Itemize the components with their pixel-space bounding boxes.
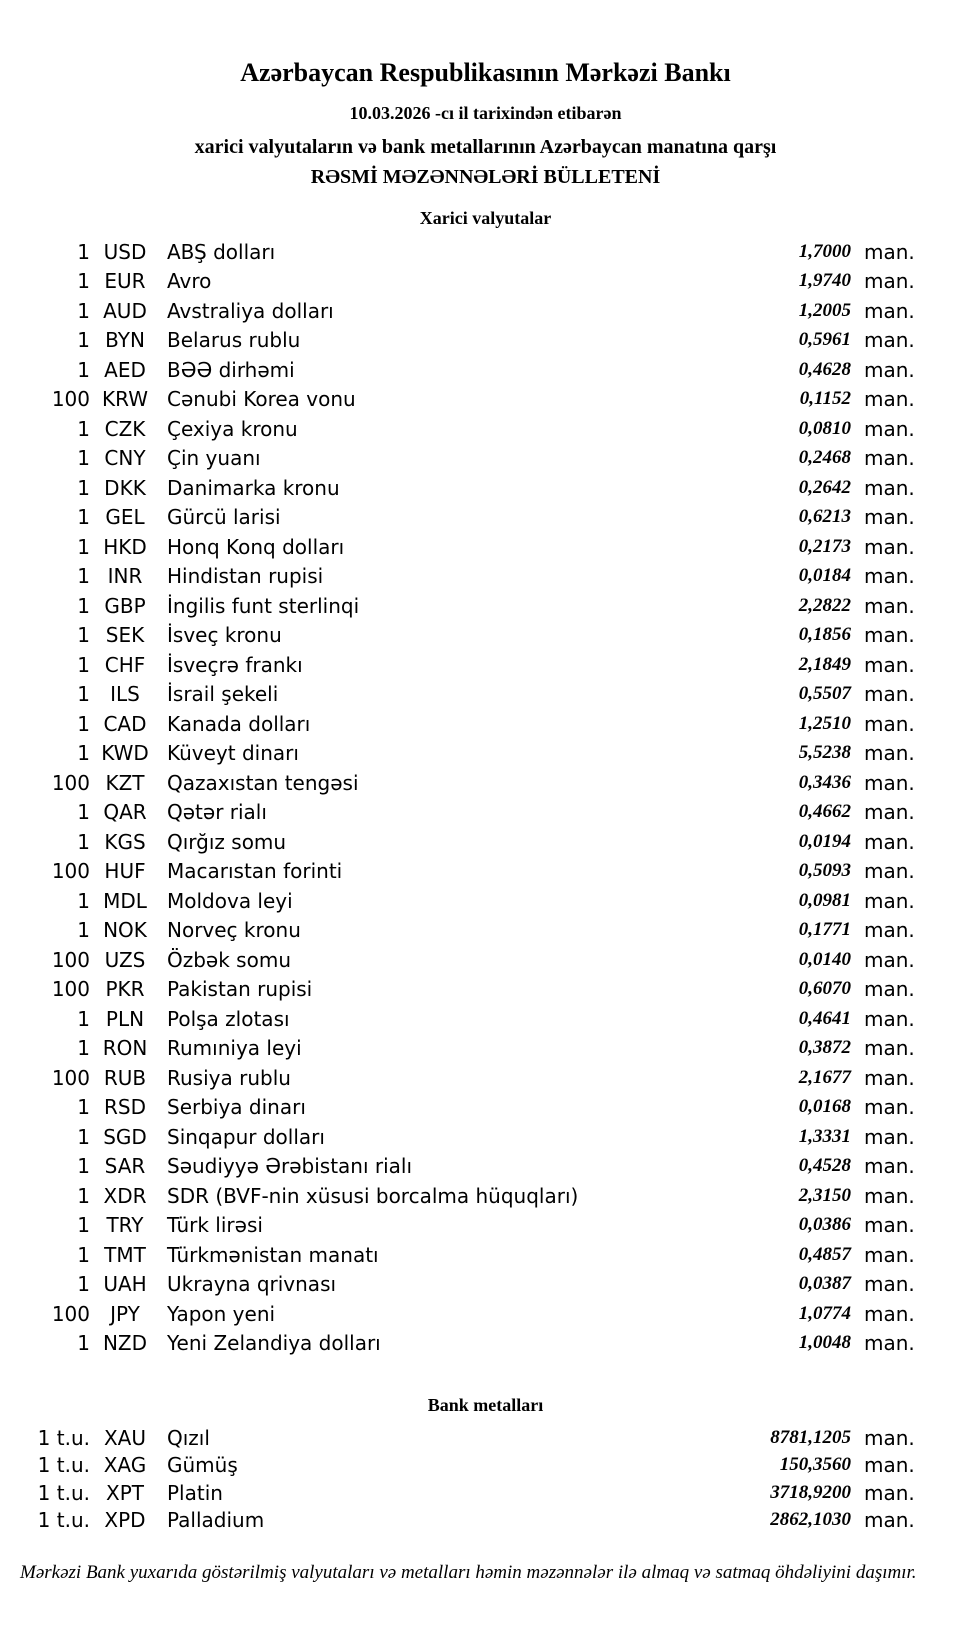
rate-value: 0,6213 [798, 506, 851, 528]
manat-unit-label: man. [864, 298, 915, 323]
currency-code: GEL [105, 505, 145, 530]
currency-code: KRW [102, 387, 148, 412]
row-quantity: 1 [77, 534, 90, 559]
table-row [0, 1122, 971, 1152]
rate-value: 0,6070 [798, 978, 851, 1000]
currency-table [0, 237, 971, 1358]
manat-unit-label: man. [864, 859, 915, 884]
currency-code: XDR [103, 1183, 147, 1208]
currency-code: PKR [105, 977, 145, 1002]
table-row [0, 326, 971, 356]
currency-code: USD [103, 239, 147, 264]
rate-value: 0,3872 [798, 1037, 851, 1059]
currency-name: Rumıniya leyi [167, 1036, 302, 1061]
manat-unit-label: man. [864, 711, 915, 736]
currency-code: KWD [101, 741, 149, 766]
row-quantity: 1 [77, 888, 90, 913]
currency-name: Ukrayna qrivnası [167, 1272, 337, 1297]
manat-unit-label: man. [864, 1242, 915, 1267]
row-quantity: 1 [77, 593, 90, 618]
rate-value: 3718,9200 [770, 1481, 851, 1503]
rate-value: 1,0774 [798, 1302, 851, 1324]
row-quantity: 1 [77, 800, 90, 825]
row-quantity: 1 [77, 623, 90, 648]
rate-value: 0,0981 [798, 889, 851, 911]
manat-unit-label: man. [864, 1331, 915, 1356]
table-row [0, 739, 971, 769]
currency-name: İsrail şekeli [167, 682, 279, 707]
manat-unit-label: man. [864, 387, 915, 412]
rate-value: 0,0810 [798, 417, 851, 439]
rate-value: 2,2822 [798, 594, 851, 616]
currency-name: Türkmənistan manatı [167, 1242, 379, 1267]
rate-value: 0,4641 [798, 1007, 851, 1029]
row-quantity: 1 [77, 357, 90, 382]
table-row [0, 414, 971, 444]
row-quantity: 1 [77, 741, 90, 766]
currency-name: Kanada dolları [167, 711, 311, 736]
manat-unit-label: man. [864, 1065, 915, 1090]
rate-value: 1,0048 [798, 1332, 851, 1354]
table-row [0, 237, 971, 267]
row-quantity: 1 [77, 682, 90, 707]
rate-value: 0,5507 [798, 683, 851, 705]
currency-code: KGS [104, 829, 146, 854]
manat-unit-label: man. [864, 1006, 915, 1031]
currency-code: XAG [103, 1453, 147, 1478]
row-quantity: 1 [77, 298, 90, 323]
bulletin-subject-line: xarici valyutaların və bank metallarının Azərbaycan manatına qarşı [194, 136, 777, 158]
manat-unit-label: man. [864, 800, 915, 825]
currency-code: CAD [103, 711, 147, 736]
row-quantity: 1 [77, 1154, 90, 1179]
manat-unit-label: man. [864, 1453, 915, 1478]
table-row [0, 1507, 971, 1535]
bulletin-title: RƏSMİ MƏZƏNNƏLƏRİ BÜLLETENİ [310, 166, 661, 188]
currency-code: BYN [105, 328, 145, 353]
rate-value: 2,3150 [798, 1184, 851, 1206]
currency-code: XPD [104, 1508, 146, 1533]
manat-unit-label: man. [864, 1213, 915, 1238]
rate-value: 0,2173 [798, 535, 851, 557]
table-row [0, 886, 971, 916]
manat-unit-label: man. [864, 416, 915, 441]
rate-value: 0,4628 [798, 358, 851, 380]
manat-unit-label: man. [864, 239, 915, 264]
rate-value: 0,0386 [798, 1214, 851, 1236]
rate-value: 0,1771 [798, 919, 851, 941]
currency-code: NZD [102, 1331, 148, 1356]
row-quantity: 1 [77, 269, 90, 294]
rate-value: 0,1856 [798, 624, 851, 646]
row-quantity: 1 [77, 711, 90, 736]
currency-name: Rusiya rublu [167, 1065, 291, 1090]
currency-name: Qətər rialı [167, 800, 267, 825]
table-row [0, 267, 971, 297]
manat-unit-label: man. [864, 328, 915, 353]
currency-name: Avstraliya dolları [167, 298, 334, 323]
manat-unit-label: man. [864, 770, 915, 795]
currency-name: Danimarka kronu [167, 475, 340, 500]
manat-unit-label: man. [864, 741, 915, 766]
currency-code: CNY [104, 446, 146, 471]
row-quantity: 1 [77, 446, 90, 471]
currency-code: XPT [106, 1480, 144, 1505]
manat-unit-label: man. [864, 977, 915, 1002]
currency-name: ABŞ dolları [167, 239, 276, 264]
currency-name: SDR (BVF-nin xüsusi borcalma hüquqları) [167, 1183, 579, 1208]
manat-unit-label: man. [864, 652, 915, 677]
row-quantity: 1 [77, 1272, 90, 1297]
rate-value: 0,4662 [798, 801, 851, 823]
manat-unit-label: man. [864, 623, 915, 648]
rate-value: 2,1849 [798, 653, 851, 675]
currency-code: XAU [103, 1425, 147, 1450]
table-row [0, 975, 971, 1005]
currency-code: TRY [106, 1213, 144, 1238]
currency-name: Palladium [167, 1508, 265, 1533]
manat-unit-label: man. [864, 1480, 915, 1505]
currency-name: Pakistan rupisi [167, 977, 313, 1002]
manat-unit-label: man. [864, 1272, 915, 1297]
currency-name: Yapon yeni [167, 1301, 276, 1326]
table-row [0, 680, 971, 710]
manat-unit-label: man. [864, 1301, 915, 1326]
currency-code: CZK [104, 416, 146, 441]
currency-code: JPY [110, 1301, 140, 1326]
currency-code: RSD [104, 1095, 146, 1120]
rate-value: 0,0168 [798, 1096, 851, 1118]
currency-code: DKK [104, 475, 146, 500]
rate-value: 0,2642 [798, 476, 851, 498]
table-row [0, 1240, 971, 1270]
table-row [0, 768, 971, 798]
manat-unit-label: man. [864, 1124, 915, 1149]
table-row [0, 591, 971, 621]
currencies-section-title: Xarici valyutalar [419, 208, 552, 228]
row-quantity: 1 [77, 1006, 90, 1031]
currency-name: Avro [167, 269, 212, 294]
table-row [0, 709, 971, 739]
effective-date-line: 10.03.2026 -cı il tarixindən etibarən [349, 103, 622, 123]
row-quantity: 1 [77, 564, 90, 589]
manat-unit-label: man. [864, 269, 915, 294]
metals-section-title: Bank metalları [427, 1395, 544, 1415]
manat-unit-label: man. [864, 564, 915, 589]
row-quantity: 1 [77, 1331, 90, 1356]
currency-code: INR [107, 564, 143, 589]
currency-name: Hindistan rupisi [167, 564, 324, 589]
row-quantity: 1 [77, 505, 90, 530]
table-row [0, 916, 971, 946]
rate-value: 1,2005 [798, 299, 851, 321]
currency-name: Yeni Zelandiya dolları [167, 1331, 381, 1356]
currency-name: Moldova leyi [167, 888, 293, 913]
row-quantity: 1 [77, 1095, 90, 1120]
obligation-note: Mərkəzi Bank yuxarıda göstərilmiş valyutaları və metalları həmin məzənnələr ilə almaq və satmaq öhdəliyini daşımır. [20, 1562, 917, 1583]
currency-code: RUB [103, 1065, 147, 1090]
table-row [0, 1211, 971, 1241]
table-row [0, 857, 971, 887]
currency-code: UAH [103, 1272, 147, 1297]
table-row [0, 1452, 971, 1480]
rate-value: 0,2468 [798, 447, 851, 469]
table-row [0, 1479, 971, 1507]
table-row [0, 473, 971, 503]
currency-name: Norveç kronu [167, 918, 301, 943]
currency-name: Çexiya kronu [167, 416, 298, 441]
table-row [0, 1152, 971, 1182]
row-quantity: 1 [77, 1124, 90, 1149]
rate-value: 0,0184 [798, 565, 851, 587]
row-quantity: 1 [77, 328, 90, 353]
manat-unit-label: man. [864, 475, 915, 500]
manat-unit-label: man. [864, 357, 915, 382]
manat-unit-label: man. [864, 593, 915, 618]
currency-code: NOK [103, 918, 147, 943]
table-row [0, 621, 971, 651]
currency-name: Polşa zlotası [167, 1006, 290, 1031]
currency-code: TMT [104, 1242, 146, 1267]
row-quantity: 100 [51, 1065, 90, 1090]
table-row [0, 562, 971, 592]
row-quantity: 1 [77, 475, 90, 500]
row-quantity: 1 t.u. [37, 1425, 90, 1450]
currency-code: KZT [105, 770, 145, 795]
rate-value: 8781,1205 [770, 1426, 851, 1448]
row-quantity: 1 [77, 1213, 90, 1238]
currency-name: Qırğız somu [167, 829, 287, 854]
table-row [0, 1063, 971, 1093]
table-row [0, 355, 971, 385]
currency-name: Cənubi Korea vonu [167, 387, 356, 412]
rate-value: 1,2510 [798, 712, 851, 734]
table-row [0, 827, 971, 857]
manat-unit-label: man. [864, 947, 915, 972]
row-quantity: 1 [77, 1242, 90, 1267]
table-row [0, 1424, 971, 1452]
currency-code: UZS [104, 947, 146, 972]
manat-unit-label: man. [864, 1425, 915, 1450]
table-row [0, 798, 971, 828]
rate-value: 0,0194 [798, 830, 851, 852]
row-quantity: 1 t.u. [37, 1508, 90, 1533]
manat-unit-label: man. [864, 534, 915, 559]
currency-code: EUR [104, 269, 146, 294]
rate-value: 150,3560 [779, 1454, 851, 1476]
currency-name: Macarıstan forinti [167, 859, 343, 884]
currency-name: Türk lirəsi [167, 1213, 263, 1238]
rate-value: 1,9740 [798, 270, 851, 292]
manat-unit-label: man. [864, 682, 915, 707]
currency-name: Gürcü larisi [167, 505, 281, 530]
rate-value: 1,7000 [798, 240, 851, 262]
currency-code: PLN [105, 1006, 145, 1031]
currency-name: Belarus rublu [167, 328, 301, 353]
table-row [0, 1181, 971, 1211]
row-quantity: 100 [51, 387, 90, 412]
table-row [0, 1329, 971, 1359]
currency-code: HUF [104, 859, 146, 884]
currency-code: HKD [103, 534, 147, 559]
currency-name: Serbiya dinarı [167, 1095, 306, 1120]
rate-value: 0,5961 [798, 329, 851, 351]
currency-code: SGD [103, 1124, 147, 1149]
row-quantity: 1 [77, 829, 90, 854]
currency-code: ILS [110, 682, 140, 707]
table-row [0, 532, 971, 562]
rate-value: 0,1152 [799, 388, 851, 410]
currency-name: Özbək somu [167, 947, 291, 972]
table-row [0, 1034, 971, 1064]
manat-unit-label: man. [864, 505, 915, 530]
currency-name: Honq Konq dolları [167, 534, 345, 559]
currency-name: BƏƏ dirhəmi [167, 357, 295, 382]
row-quantity: 1 [77, 1036, 90, 1061]
rate-value: 0,3436 [798, 771, 851, 793]
table-row [0, 444, 971, 474]
row-quantity: 100 [51, 977, 90, 1002]
rate-value: 1,3331 [798, 1125, 851, 1147]
manat-unit-label: man. [864, 829, 915, 854]
currency-name: İngilis funt sterlinqi [167, 593, 360, 618]
currency-name: Çin yuanı [167, 446, 261, 471]
manat-unit-label: man. [864, 1154, 915, 1179]
table-row [0, 1299, 971, 1329]
currency-name: İsveç kronu [167, 623, 282, 648]
currency-code: AED [104, 357, 146, 382]
currency-code: QAR [103, 800, 147, 825]
manat-unit-label: man. [864, 1036, 915, 1061]
currency-code: SAR [104, 1154, 146, 1179]
row-quantity: 1 [77, 1183, 90, 1208]
currency-name: Platin [167, 1480, 223, 1505]
row-quantity: 1 [77, 239, 90, 264]
rate-value: 2,1677 [798, 1066, 851, 1088]
table-row [0, 296, 971, 326]
metals-table [0, 1424, 971, 1534]
manat-unit-label: man. [864, 1508, 915, 1533]
manat-unit-label: man. [864, 1183, 915, 1208]
rate-value: 2862,1030 [770, 1509, 851, 1531]
currency-name: İsveçrə frankı [167, 652, 303, 677]
row-quantity: 100 [51, 770, 90, 795]
table-row [0, 503, 971, 533]
currency-name: Səudiyyə Ərəbistanı rialı [167, 1154, 413, 1179]
rate-value: 0,4857 [798, 1243, 851, 1265]
row-quantity: 1 t.u. [37, 1480, 90, 1505]
currency-code: AUD [103, 298, 147, 323]
row-quantity: 100 [51, 1301, 90, 1326]
currency-name: Sinqapur dolları [167, 1124, 325, 1149]
currency-name: Gümüş [167, 1453, 238, 1478]
row-quantity: 1 [77, 652, 90, 677]
currency-code: CHF [104, 652, 146, 677]
table-row [0, 1093, 971, 1123]
manat-unit-label: man. [864, 888, 915, 913]
currency-name: Küveyt dinarı [167, 741, 299, 766]
table-row [0, 945, 971, 975]
row-quantity: 1 [77, 416, 90, 441]
rate-value: 0,0387 [798, 1273, 851, 1295]
table-row [0, 1270, 971, 1300]
manat-unit-label: man. [864, 918, 915, 943]
currency-code: GBP [104, 593, 146, 618]
row-quantity: 1 t.u. [37, 1453, 90, 1478]
row-quantity: 100 [51, 859, 90, 884]
rate-value: 0,4528 [798, 1155, 851, 1177]
row-quantity: 100 [51, 947, 90, 972]
currency-name: Qazaxıstan tengəsi [167, 770, 359, 795]
manat-unit-label: man. [864, 446, 915, 471]
currency-code: MDL [103, 888, 147, 913]
bank-title: Azərbaycan Respublikasının Mərkəzi Bankı [240, 58, 731, 87]
table-row [0, 650, 971, 680]
rate-value: 0,5093 [798, 860, 851, 882]
rate-value: 5,5238 [798, 742, 851, 764]
table-row [0, 1004, 971, 1034]
row-quantity: 1 [77, 918, 90, 943]
rate-value: 0,0140 [798, 948, 851, 970]
currency-name: Qızıl [167, 1425, 210, 1450]
manat-unit-label: man. [864, 1095, 915, 1120]
currency-code: SEK [105, 623, 145, 648]
currency-code: RON [102, 1036, 148, 1061]
table-row [0, 385, 971, 415]
